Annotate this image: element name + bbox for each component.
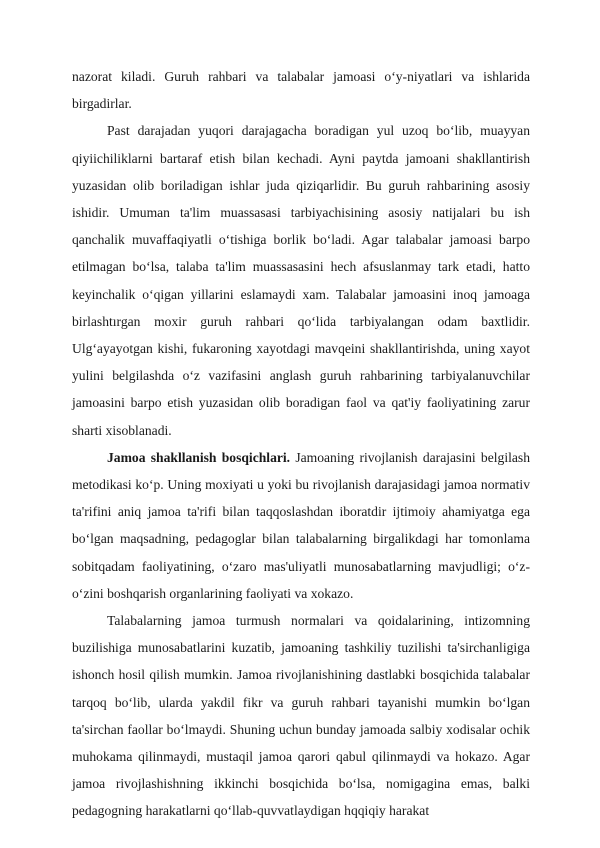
paragraph-4: Talabalarning jamoa turmush normalari va qoidalarining, intizomning buzilishiga munosabatlarini kuzatib, jamoaning tashkiliy tuzilishi ta'sirchanligiga ishonch hosil qilish mumkin. Jamoa rivojlanishining dastlabki bosqichida talabalar tarqoq bo‘lib, ularda yakdil fikr va guruh rahbari tayanishi mumkin bo‘lgan ta'sirchan faollar bo‘lmaydi. Shuning uchun bunday jamoada salbiy xodisalar ochik muhokama qilinmaydi, mustaqil jamoa qarori qabul qilinmaydi va hokazo. Agar jamoa rivojlashishning ikkinchi bosqichida bo‘lsa, nomigagina emas, balki pedagogning harakatlarni qo‘llab-quvvatlaydigan hqqiqiy harakat: [72, 613, 530, 819]
paragraph-3: [72, 444, 530, 607]
document-body: [72, 63, 530, 825]
paragraph-1: nazorat kiladi. Guruh rahbari va talabalar jamoasi o‘y-niyatlari va ishlarida birgadirlar.: [72, 69, 530, 112]
section-heading: Jamoa shakllanish bosqichlari.: [107, 449, 291, 465]
paragraph-2: Past darajadan yuqori darajagacha boradigan yul uzoq bo‘lib, muayyan qiyiichiliklarni bartaraf etish bilan kechadi. Ayni paytda jamoani shakllantirish yuzasidan olib boriladigan ishlar juda qiziqarlidir. Bu guruh rahbarining asosiy ishidir. Umuman ta'lim muassasasi tarbiyachisining asosiy natijalari bu ish qanchalik muvaffaqiyatli o‘tishiga borlik bo‘ladi. Agar talabalar jamoasi barpo etilmagan bo‘lsa, talaba ta'lim muassasasini hech afsuslanmay tark etadi, hatto keyinchalik o‘qigan yillarini eslamaydi xam. Talabalar jamoasini inoq jamoaga birlashtırgan moxir guruh rahbari qo‘lida tarbiyalangan odam baxtlidir. Ulg‘ayayotgan kishi, fukaroning xayotdagi mavqeini shakllantirishda, uning xayot yulini belgilashda o‘z vazifasini anglash guruh rahbarining tarbiyalanuvchilar jamoasini barpo etish yuzasidan olib boradigan faol va qat'iy faoliyatining zarur sharti xisoblanadi.: [72, 123, 530, 438]
paragraph-3-text: Jamoaning rivojlanish darajasini belgilash metodikasi ko‘p. Uning moxiyati u yoki bu rivojlanish darajasidagi jamoa normativ ta'rifini aniq jamoa ta'rifi bilan taqqoslashdan iboratdir ijtimoiy ahamiyatga ega bo‘lgan maqsadning, pedagoglar bilan talabalarning birgalikdagi har tomonlama sobitqadam faoliyatining, o‘zaro mas'uliyatli munosabatlarning mavjudligi; o‘z-o‘zini boshqarish organlarining faoliyati va xokazo.: [72, 449, 530, 601]
